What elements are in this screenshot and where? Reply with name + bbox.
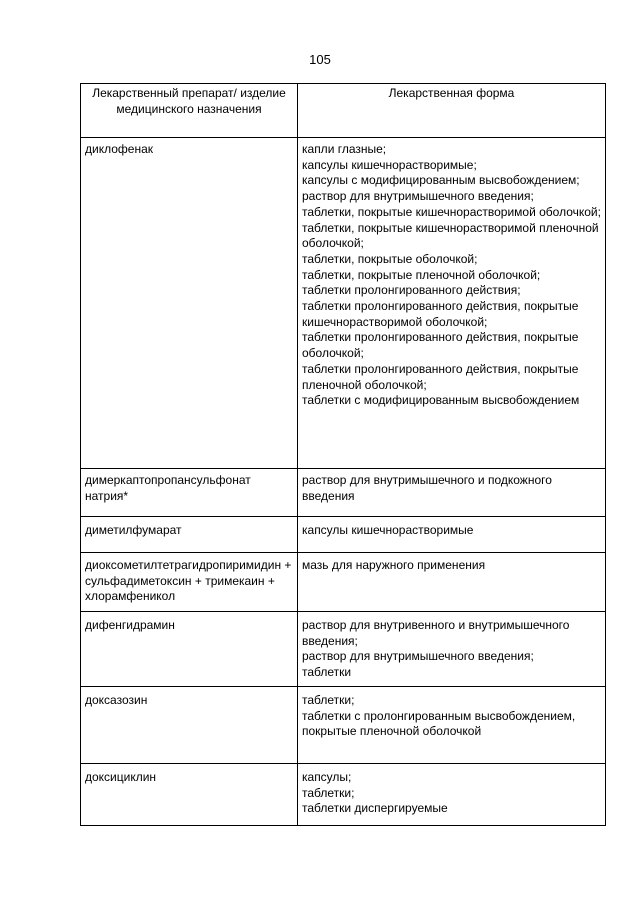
dosage-form: таблетки диспергируемые <box>302 801 448 816</box>
dosage-form: раствор для внутримышечного и подкожного введения <box>302 473 552 503</box>
dosage-form: таблетки с пролонгированным высвобождением, покрытые пленочной оболочкой <box>302 708 576 739</box>
drug-name: дифенгидрамин <box>81 612 298 687</box>
dosage-form: капсулы; <box>302 770 352 784</box>
dosage-forms <box>298 138 606 469</box>
dosage-form: капсулы кишечнорастворимые; <box>302 157 477 172</box>
dosage-form: таблетки с модифицированным высвобождением <box>302 393 580 408</box>
dosage-form: таблетки <box>302 665 352 680</box>
dosage-form: таблетки, покрытые оболочкой; <box>302 251 478 266</box>
drug-name: диоксометилтетрагидропиримидин + сульфадиметоксин + тримекаин + хлорамфеникол <box>81 553 298 612</box>
dosage-forms <box>298 687 606 764</box>
dosage-form: капсулы кишечнорастворимые <box>302 523 474 537</box>
dosage-form: таблетки пролонгированного действия, покрытые пленочной оболочкой; <box>302 361 579 392</box>
dosage-form: раствор для внутримышечного введения; <box>302 189 534 204</box>
drug-name: диклофенак <box>81 138 298 469</box>
header-form: Лекарственная форма <box>298 84 606 138</box>
dosage-form: таблетки, покрытые кишечнорастворимой оболочкой; <box>302 204 601 219</box>
dosage-forms <box>298 517 606 553</box>
drug-table <box>80 83 606 826</box>
dosage-forms <box>298 553 606 612</box>
table-row <box>81 687 606 764</box>
dosage-form: капли глазные; <box>302 142 387 156</box>
table-row <box>81 553 606 612</box>
table-row <box>81 764 606 826</box>
dosage-forms <box>298 612 606 687</box>
dosage-form: таблетки, покрытые пленочной оболочкой; <box>302 267 541 282</box>
table-row <box>81 517 606 553</box>
dosage-form: раствор для внутримышечного введения; <box>302 649 534 664</box>
dosage-form: мазь для наружного применения <box>302 558 486 572</box>
dosage-forms <box>298 764 606 826</box>
dosage-form: таблетки, покрытые кишечнорастворимой пленочной оболочкой; <box>302 220 599 251</box>
table-header-row <box>81 84 606 138</box>
dosage-form: таблетки пролонгированного действия, покрытые оболочкой; <box>302 330 579 361</box>
drug-name: доксазозин <box>81 687 298 764</box>
table-row <box>81 469 606 517</box>
page-number: 105 <box>309 52 331 67</box>
dosage-form: капсулы с модифицированным высвобождением; <box>302 173 580 188</box>
dosage-forms <box>298 469 606 517</box>
dosage-form: раствор для внутривенного и внутримышечного введения; <box>302 618 570 648</box>
drug-name: доксициклин <box>81 764 298 826</box>
table-row <box>81 612 606 687</box>
dosage-form: таблетки; <box>302 785 355 800</box>
drug-name: димеркаптопропансульфонат натрия* <box>81 469 298 517</box>
dosage-form: таблетки пролонгированного действия, покрытые кишечнорастворимой оболочкой; <box>302 299 579 329</box>
drug-name: диметилфумарат <box>81 517 298 553</box>
table-row <box>81 138 606 469</box>
header-drug: Лекарственный препарат/ изделие медицинского назначения <box>81 84 298 138</box>
dosage-form: таблетки пролонгированного действия; <box>302 283 521 298</box>
dosage-form: таблетки; <box>302 693 355 707</box>
